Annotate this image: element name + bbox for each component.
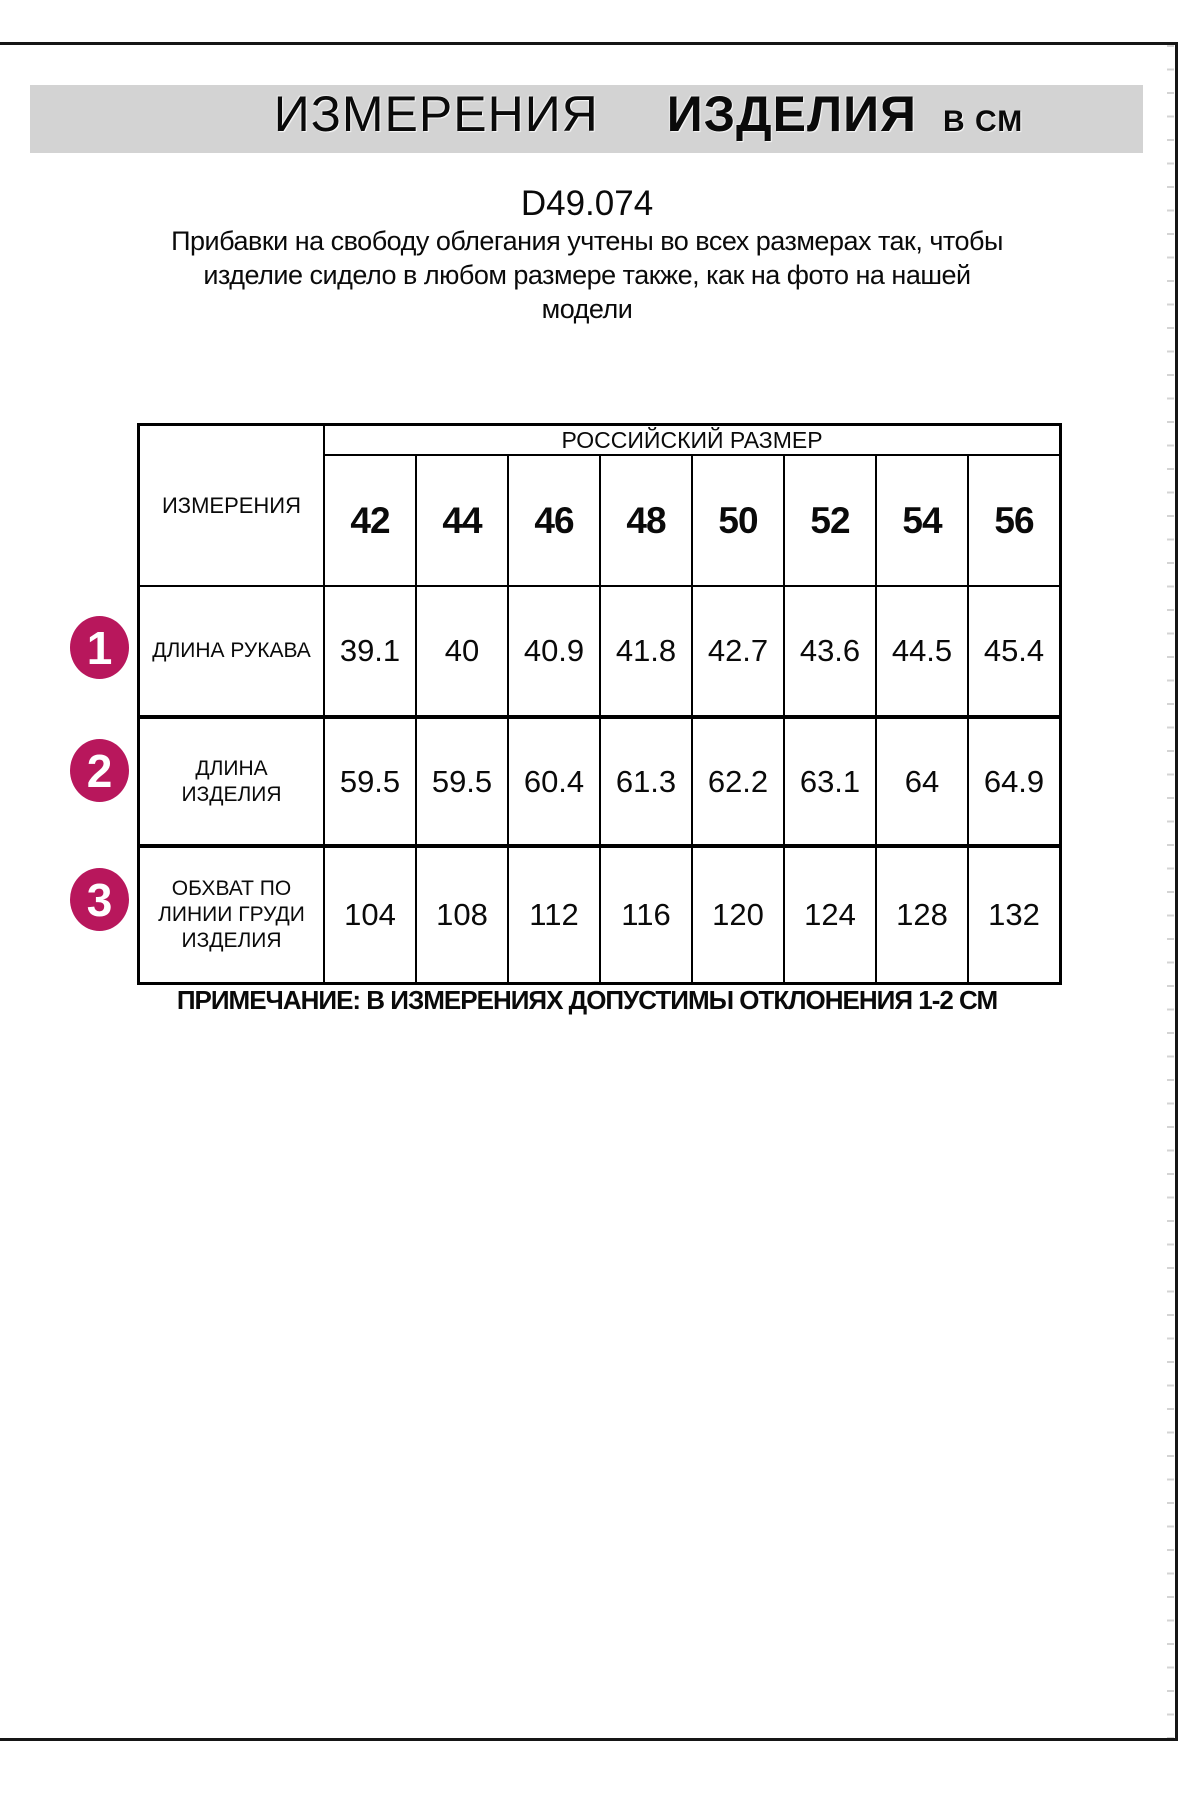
table-row-chest-girth — [139, 846, 1061, 984]
value-cell: 124 — [784, 846, 876, 984]
table-group-header: РОССИЙСКИЙ РАЗМЕР — [324, 425, 1061, 456]
row-label-sleeve-length — [139, 586, 325, 717]
tolerance-note: ПРИМЕЧАНИЕ: В ИЗМЕРЕНИЯХ ДОПУСТИМЫ ОТКЛОНЕНИЯ 1-2 СМ — [176, 985, 998, 1015]
row-label-line: ИЗДЕЛИЯ — [181, 929, 282, 952]
row-label-chest-girth — [139, 846, 325, 984]
value-cell: 63.1 — [784, 717, 876, 846]
table-row-garment-length — [139, 717, 1061, 846]
value-cell: 39.1 — [324, 586, 416, 717]
value-cell: 61.3 — [600, 717, 692, 846]
row-marker-3: 3 — [70, 868, 129, 931]
value-cell: 64.9 — [968, 717, 1061, 846]
top-border-line — [0, 42, 1178, 45]
size-header-cell: 54 — [876, 455, 968, 586]
right-border-line — [1175, 42, 1178, 1741]
value-cell: 64 — [876, 717, 968, 846]
intro-line-3: модели — [541, 294, 633, 324]
size-header-cell: 42 — [324, 455, 416, 586]
title-word-product: ИЗДЕЛИЯ — [666, 86, 917, 142]
row-label-garment-length — [139, 717, 325, 846]
product-code: D49.074 — [520, 184, 654, 223]
value-cell: 62.2 — [692, 717, 784, 846]
row-label-line: ЛИНИИ ГРУДИ — [158, 903, 305, 926]
value-cell: 40 — [416, 586, 508, 717]
value-cell: 128 — [876, 846, 968, 984]
row-label-line: ДЛИНА РУКАВА — [152, 639, 311, 662]
value-cell: 42.7 — [692, 586, 784, 717]
size-table-group-row — [139, 425, 1061, 456]
size-table — [137, 423, 1062, 985]
row-label-line: ИЗДЕЛИЯ — [181, 782, 282, 806]
value-cell: 44.5 — [876, 586, 968, 717]
size-header-cell: 44 — [416, 455, 508, 586]
size-header-cell: 56 — [968, 455, 1061, 586]
size-header-cell: 50 — [692, 455, 784, 586]
value-cell: 108 — [416, 846, 508, 984]
value-cell: 59.5 — [416, 717, 508, 846]
intro-line-2: изделие сидело в любом размере также, как на фото на нашей — [203, 260, 971, 290]
row-label-line: ОБХВАТ ПО — [171, 877, 292, 900]
table-corner-label: ИЗМЕРЕНИЯ — [139, 425, 325, 587]
size-header-cell: 52 — [784, 455, 876, 586]
value-cell: 132 — [968, 846, 1061, 984]
bottom-border-line — [0, 1738, 1178, 1741]
value-cell: 45.4 — [968, 586, 1061, 717]
row-marker-1: 1 — [70, 616, 129, 679]
value-cell: 40.9 — [508, 586, 600, 717]
value-cell: 112 — [508, 846, 600, 984]
title-units: В СМ — [942, 105, 1024, 138]
size-header-cell: 46 — [508, 455, 600, 586]
row-label-line: ДЛИНА — [195, 756, 268, 780]
value-cell: 120 — [692, 846, 784, 984]
size-header-cell: 48 — [600, 455, 692, 586]
value-cell: 104 — [324, 846, 416, 984]
row-marker-2: 2 — [70, 739, 129, 802]
title-word-measurements: ИЗМЕРЕНИЯ — [273, 86, 599, 142]
value-cell: 59.5 — [324, 717, 416, 846]
value-cell: 41.8 — [600, 586, 692, 717]
intro-line-1: Прибавки на свободу облегания учтены во всех размерах так, чтобы — [171, 226, 1003, 256]
value-cell: 60.4 — [508, 717, 600, 846]
table-row-sleeve-length — [139, 586, 1061, 717]
title-banner — [30, 85, 1143, 153]
intro-paragraph — [0, 224, 1174, 326]
value-cell: 43.6 — [784, 586, 876, 717]
value-cell: 116 — [600, 846, 692, 984]
